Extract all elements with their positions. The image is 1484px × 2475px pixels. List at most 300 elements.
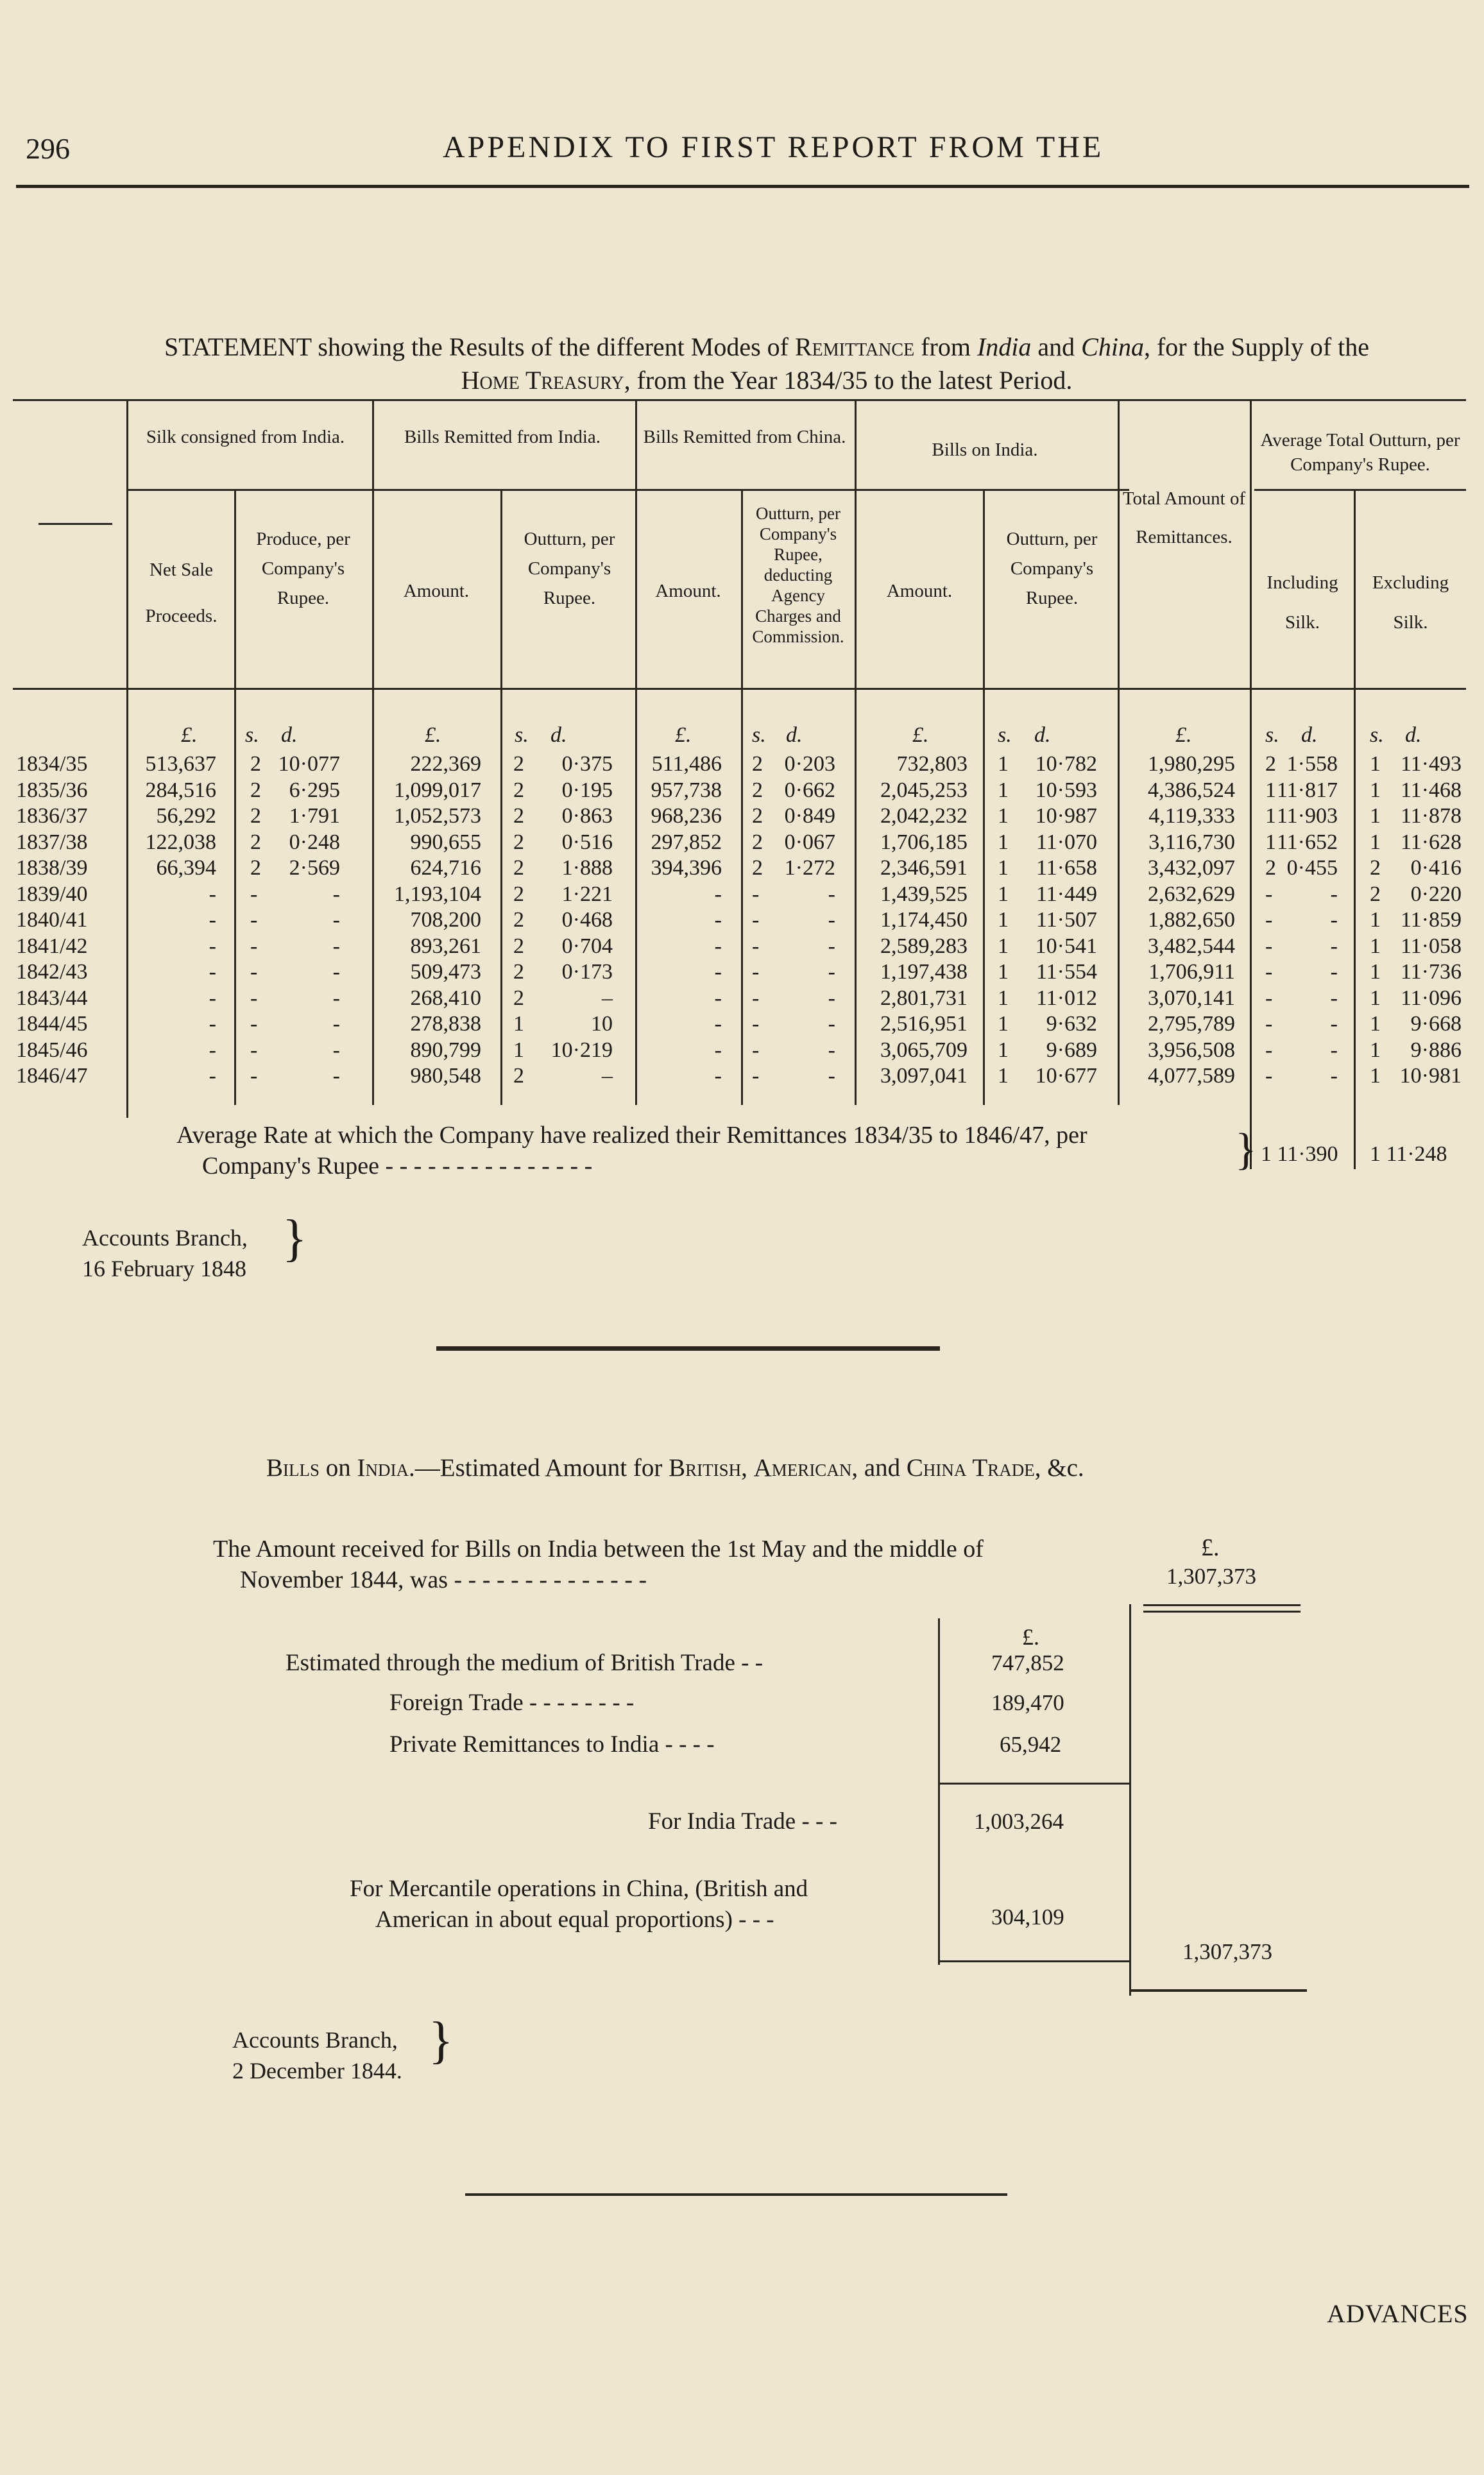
cell-boi-amt: 2,801,731 [880, 986, 968, 1010]
cell-bc-amt: 968,236 [651, 804, 722, 828]
subtotal-rule [940, 1960, 1129, 1962]
unit-d: d. [1034, 723, 1051, 747]
cell-inc-d: - [1330, 882, 1338, 906]
cell-exc-d: 11·096 [1400, 986, 1462, 1010]
header-amount-2: Amount. [655, 581, 721, 601]
cell-boi-s: 1 [998, 1012, 1009, 1036]
cell-total: 3,432,097 [1148, 856, 1235, 880]
cell-bi-s: 2 [513, 752, 524, 776]
cell-bi-s: 1 [513, 1038, 524, 1062]
cell-year: 1843/44 [16, 986, 88, 1010]
cell-boi-amt: 732,803 [896, 752, 968, 776]
grand-total: 1,307,373 [1182, 1939, 1272, 1964]
header-outturn-2: Outturn, per Company's Rupee, deducting Agency Charges and Commission. [752, 504, 844, 646]
cell-year: 1841/42 [16, 934, 88, 958]
cell-silk-s: 2 [250, 830, 261, 854]
cell-exc-s: 1 [1370, 960, 1381, 984]
cell-boi-amt: 2,042,232 [880, 804, 968, 828]
mercantile-label [350, 1874, 808, 1935]
cell-silk: 513,637 [145, 752, 216, 776]
table-row [13, 1012, 1466, 1038]
cell-exc-s: 2 [1370, 856, 1381, 880]
header-bills-on-india-group: Bills on India. [932, 440, 1038, 460]
cell-bi-s: 2 [513, 882, 524, 906]
mercantile-line-2: American in about equal proportions) - - - [375, 1906, 774, 1933]
cell-bc-d: 0·203 [784, 752, 835, 776]
cell-boi-amt: 1,197,438 [880, 960, 968, 984]
cell-bi-amt: 1,193,104 [394, 882, 481, 906]
cell-bi-s: 2 [513, 830, 524, 854]
unit-pound: £. [181, 723, 198, 747]
cell-bc-amt: 297,852 [651, 830, 722, 854]
cell-bi-amt: 890,799 [410, 1038, 481, 1062]
cell-silk-s: - [250, 1038, 258, 1062]
unit-s: s. [245, 723, 259, 747]
double-rule [1143, 1604, 1301, 1606]
cell-silk: 122,038 [145, 830, 216, 854]
cell-silk-d: - [332, 908, 340, 932]
cell-bc-amt: - [714, 934, 722, 958]
cell-bi-amt: 708,200 [410, 908, 481, 932]
cell-inc-d: 11·903 [1276, 804, 1338, 828]
table-row [13, 934, 1466, 960]
header-bills-china-group: Bills Remitted from China. [643, 427, 846, 447]
cell-exc-d: 11·859 [1400, 908, 1462, 932]
cell-silk: - [209, 1038, 216, 1062]
cell-exc-d: 0·220 [1410, 882, 1462, 906]
cell-bc-d: - [828, 1038, 835, 1062]
cell-inc-d: 11·817 [1276, 778, 1338, 802]
cell-inc-s: 1 [1265, 804, 1276, 828]
cell-boi-d: 10·677 [1035, 1064, 1097, 1088]
header-produce: Produce, per Company's Rupee. [256, 529, 350, 608]
cell-exc-s: 1 [1370, 908, 1381, 932]
cell-bc-d: 0·067 [784, 830, 835, 854]
cell-bc-d: - [828, 1012, 835, 1036]
accounts-signoff-2 [232, 2025, 402, 2086]
running-head: APPENDIX TO FIRST REPORT FROM THE [443, 130, 1104, 164]
cell-silk-d: 1·791 [289, 804, 340, 828]
inner-col-rule [938, 1618, 940, 1965]
intro-line-1: The Amount received for Bills on India between the 1st May and the middle of [213, 1536, 984, 1563]
cell-bi-s: 1 [513, 1012, 524, 1036]
cell-inc-s: - [1265, 934, 1273, 958]
table-row [13, 908, 1466, 934]
cell-silk-s: - [250, 960, 258, 984]
section-rule [465, 2193, 1007, 2196]
cell-boi-d: 10·987 [1035, 804, 1097, 828]
foreign-trade-label: Foreign Trade - - - - - - - - [389, 1690, 635, 1716]
cell-silk-d: - [332, 986, 340, 1010]
cell-bc-s: - [752, 960, 760, 984]
private-remittances-value: 65,942 [1000, 1732, 1062, 1757]
cell-exc-s: 1 [1370, 1038, 1381, 1062]
cell-bi-amt: 278,838 [410, 1012, 481, 1036]
cell-exc-s: 1 [1370, 934, 1381, 958]
cell-total: 4,077,589 [1148, 1064, 1235, 1088]
cell-inc-s: - [1265, 960, 1273, 984]
cell-boi-d: 9·632 [1046, 1012, 1097, 1036]
cell-inc-s: - [1265, 986, 1273, 1010]
header-silk-group: Silk consigned from India. [146, 427, 345, 447]
unit-s: s. [515, 723, 529, 747]
cell-silk: - [209, 1064, 216, 1088]
cell-inc-s: - [1265, 1064, 1273, 1088]
cell-bi-d: 0·195 [561, 778, 613, 802]
cell-inc-s: 1 [1265, 778, 1276, 802]
cell-bc-amt: - [714, 908, 722, 932]
cell-bc-d: - [828, 882, 835, 906]
cell-inc-d: - [1330, 1038, 1338, 1062]
unit-d: d. [550, 723, 567, 747]
signoff-brace: } [429, 2012, 454, 2069]
cell-inc-s: 1 [1265, 830, 1276, 854]
cell-exc-s: 1 [1370, 830, 1381, 854]
cell-total: 2,795,789 [1148, 1012, 1235, 1036]
cell-bc-d: 1·272 [784, 856, 835, 880]
group-header-rule-avg [1254, 489, 1466, 491]
average-rate-text [176, 1120, 1241, 1181]
cell-bi-d: 10 [591, 1012, 613, 1036]
cell-silk: - [209, 986, 216, 1010]
cell-bc-amt: - [714, 986, 722, 1010]
cell-boi-amt: 2,346,591 [880, 856, 968, 880]
double-rule [1143, 1611, 1301, 1613]
table-row [13, 752, 1466, 778]
table-row [13, 882, 1466, 908]
cell-boi-d: 11·554 [1036, 960, 1097, 984]
cell-bc-s: 2 [752, 778, 763, 802]
cell-bc-amt: 394,396 [651, 856, 722, 880]
cell-bi-d: 10·219 [550, 1038, 613, 1062]
cell-inc-d: - [1330, 960, 1338, 984]
cell-silk: - [209, 934, 216, 958]
table-row [13, 804, 1466, 830]
page-number: 296 [26, 132, 70, 165]
cell-exc-d: 0·416 [1410, 856, 1462, 880]
cell-boi-s: 1 [998, 830, 1009, 854]
cell-inc-s: 2 [1265, 752, 1276, 776]
cell-exc-d: 9·886 [1410, 1038, 1462, 1062]
cell-inc-d: - [1330, 908, 1338, 932]
cell-boi-amt: 1,706,185 [880, 830, 968, 854]
cell-bc-s: - [752, 908, 760, 932]
cell-silk-d: - [332, 882, 340, 906]
cell-bc-s: - [752, 1012, 760, 1036]
total-rule [1130, 1989, 1307, 1992]
units-row [13, 723, 1466, 749]
table-row [13, 986, 1466, 1012]
cell-year: 1834/35 [16, 752, 88, 776]
cell-exc-d: 11·468 [1400, 778, 1462, 802]
accounts-signoff-1 [82, 1222, 248, 1284]
india-trade-value: 1,003,264 [974, 1809, 1064, 1834]
cell-bi-s: 2 [513, 1064, 524, 1088]
cell-boi-s: 1 [998, 856, 1009, 880]
cell-total: 3,070,141 [1148, 986, 1235, 1010]
cell-silk-s: 2 [250, 778, 261, 802]
bills-intro [213, 1534, 984, 1595]
cell-silk: - [209, 960, 216, 984]
outer-pound-unit: £. [1201, 1534, 1220, 1561]
cell-exc-d: 11·736 [1400, 960, 1462, 984]
cell-bc-s: - [752, 986, 760, 1010]
cell-total: 3,956,508 [1148, 1038, 1235, 1062]
cell-exc-s: 1 [1370, 804, 1381, 828]
cell-inc-s: - [1265, 1038, 1273, 1062]
total-received: 1,307,373 [1166, 1564, 1256, 1589]
cell-boi-s: 1 [998, 804, 1009, 828]
cell-boi-amt: 2,045,253 [880, 778, 968, 802]
cell-silk: - [209, 882, 216, 906]
unit-d: d. [1301, 723, 1318, 747]
unit-s: s. [998, 723, 1012, 747]
cell-exc-d: 11·493 [1400, 752, 1462, 776]
cell-total: 4,119,333 [1148, 804, 1235, 828]
india-trade-label: For India Trade - - - [648, 1808, 837, 1835]
cell-boi-s: 1 [998, 778, 1009, 802]
average-including: 1 11·390 [1261, 1142, 1338, 1166]
cell-bc-s: 2 [752, 804, 763, 828]
outer-col-rule [1129, 1604, 1131, 1996]
cell-boi-amt: 1,174,450 [880, 908, 968, 932]
cell-bc-s: 2 [752, 830, 763, 854]
cell-exc-s: 2 [1370, 882, 1381, 906]
cell-silk-s: 2 [250, 752, 261, 776]
cell-boi-d: 11·070 [1036, 830, 1097, 854]
cell-boi-s: 1 [998, 752, 1009, 776]
average-brace: } [1235, 1125, 1257, 1174]
cell-silk-d: 6·295 [289, 778, 340, 802]
cell-bi-s: 2 [513, 986, 524, 1010]
unit-d: d. [281, 723, 298, 747]
statement-title: STATEMENT showing the Results of the different Modes of Remittance from India and China, for the Supply of the Home Treasury, from the Year 1834/35 to the latest Period. [164, 332, 1370, 395]
foreign-trade-value: 189,470 [991, 1690, 1064, 1715]
cell-boi-s: 1 [998, 908, 1009, 932]
table-row [13, 1064, 1466, 1090]
cell-silk-s: - [250, 986, 258, 1010]
average-rate-line-1: Average Rate at which the Company have realized their Remittances 1834/35 to 1846/47, per [176, 1122, 1087, 1149]
cell-bi-d: 1·221 [561, 882, 613, 906]
cell-boi-d: 10·593 [1035, 778, 1097, 802]
cell-silk-d: - [332, 960, 340, 984]
cell-boi-amt: 1,439,525 [880, 882, 968, 906]
cell-bi-s: 2 [513, 908, 524, 932]
cell-silk-d: - [332, 1038, 340, 1062]
cell-inc-d: 0·455 [1286, 856, 1338, 880]
subtotal-rule [940, 1783, 1129, 1785]
cell-total: 1,882,650 [1148, 908, 1235, 932]
header-bills-india-group: Bills Remitted from India. [404, 427, 601, 447]
cell-bi-amt: 980,548 [410, 1064, 481, 1088]
cell-bc-amt: 511,486 [651, 752, 722, 776]
unit-d: d. [786, 723, 803, 747]
intro-line-2: November 1844, was - - - - - - - - - - - - - - [240, 1566, 647, 1593]
cell-silk-s: - [250, 882, 258, 906]
cell-boi-amt: 3,065,709 [880, 1038, 968, 1062]
header-bottom-rule [13, 688, 1466, 690]
cell-bi-d: 0·704 [561, 934, 613, 958]
cell-bc-d: - [828, 934, 835, 958]
cell-year: 1835/36 [16, 778, 88, 802]
cell-inc-s: - [1265, 908, 1273, 932]
average-excluding: 1 11·248 [1370, 1142, 1447, 1166]
stub-dash [38, 523, 112, 525]
header-amount-3: Amount. [886, 581, 953, 601]
cell-bc-d: - [828, 986, 835, 1010]
mercantile-value: 304,109 [991, 1905, 1064, 1930]
accounts-date: 16 February 1848 [82, 1256, 246, 1281]
cell-boi-d: 11·507 [1036, 908, 1097, 932]
cell-bc-d: 0·662 [784, 778, 835, 802]
unit-s: s. [1265, 723, 1279, 747]
cell-year: 1842/43 [16, 960, 88, 984]
private-remittances-label: Private Remittances to India - - - - [389, 1731, 715, 1758]
cell-bc-amt: - [714, 882, 722, 906]
cell-bi-d: 0·863 [561, 804, 613, 828]
cell-bi-d: 0·516 [561, 830, 613, 854]
cell-boi-s: 1 [998, 882, 1009, 906]
cell-bc-s: - [752, 882, 760, 906]
cell-bi-amt: 990,655 [410, 830, 481, 854]
cell-silk-s: 2 [250, 804, 261, 828]
cell-bc-d: - [828, 1064, 835, 1088]
cell-silk: - [209, 1012, 216, 1036]
cell-bc-amt: - [714, 1064, 722, 1088]
cell-year: 1844/45 [16, 1012, 88, 1036]
cell-silk-d: 10·077 [278, 752, 340, 776]
header-net-sale: Net Sale Proceeds. [145, 560, 217, 626]
cell-bi-d: – [602, 986, 613, 1010]
table-row [13, 1038, 1466, 1064]
cell-boi-d: 10·541 [1035, 934, 1097, 958]
cell-silk-s: 2 [250, 856, 261, 880]
cell-total: 3,116,730 [1148, 830, 1235, 854]
unit-s: s. [752, 723, 766, 747]
table-top-rule [13, 399, 1466, 401]
cell-exc-d: 9·668 [1410, 1012, 1462, 1036]
cell-boi-d: 10·782 [1035, 752, 1097, 776]
cell-boi-d: 11·449 [1036, 882, 1097, 906]
cell-exc-s: 1 [1370, 1064, 1381, 1088]
cell-inc-s: - [1265, 1012, 1273, 1036]
header-amount-1: Amount. [403, 581, 470, 601]
cell-total: 3,482,544 [1148, 934, 1235, 958]
cell-total: 2,632,629 [1148, 882, 1235, 906]
cell-year: 1846/47 [16, 1064, 88, 1088]
cell-bc-amt: - [714, 1012, 722, 1036]
cell-inc-d: 1·558 [1286, 752, 1338, 776]
cell-year: 1836/37 [16, 804, 88, 828]
cell-inc-s: - [1265, 882, 1273, 906]
header-outturn-3: Outturn, per Company's Rupee. [1006, 529, 1098, 608]
cell-bi-s: 2 [513, 856, 524, 880]
cell-bi-s: 2 [513, 960, 524, 984]
bills-section-title: Bills on India.—Estimated Amount for British, American, and China Trade, &c. [266, 1454, 1084, 1482]
accounts-branch-label: Accounts Branch, [232, 2027, 398, 2053]
cell-year: 1837/38 [16, 830, 88, 854]
cell-silk-d: - [332, 1064, 340, 1088]
cell-bc-d: - [828, 960, 835, 984]
cell-inc-d: - [1330, 1012, 1338, 1036]
unit-d: d. [1405, 723, 1422, 747]
cell-exc-d: 10·981 [1399, 1064, 1462, 1088]
accounts-branch-label: Accounts Branch, [82, 1225, 248, 1251]
cell-inc-d: - [1330, 1064, 1338, 1088]
table-row [13, 856, 1466, 882]
cell-boi-s: 1 [998, 960, 1009, 984]
unit-s: s. [1370, 723, 1384, 747]
cell-bi-amt: 222,369 [410, 752, 481, 776]
cell-silk: 284,516 [145, 778, 216, 802]
cell-bi-amt: 624,716 [410, 856, 481, 880]
cell-bi-d: 1·888 [561, 856, 613, 880]
unit-pound: £. [1175, 723, 1192, 747]
group-header-rule [128, 489, 1129, 491]
cell-inc-d: - [1330, 986, 1338, 1010]
cell-total: 1,706,911 [1148, 960, 1235, 984]
accounts-date: 2 December 1844. [232, 2058, 402, 2084]
cell-boi-amt: 2,589,283 [880, 934, 968, 958]
table-row [13, 830, 1466, 856]
header-total: Total Amount of Remittances. [1122, 488, 1246, 547]
cell-bc-amt: - [714, 960, 722, 984]
cell-silk-s: - [250, 1064, 258, 1088]
cell-boi-d: 11·012 [1036, 986, 1097, 1010]
cell-bc-s: 2 [752, 752, 763, 776]
cell-exc-s: 1 [1370, 778, 1381, 802]
table-row [13, 960, 1466, 986]
cell-exc-d: 11·628 [1400, 830, 1462, 854]
cell-bi-d: – [602, 1064, 613, 1088]
cell-bi-amt: 893,261 [410, 934, 481, 958]
british-trade-value: 747,852 [991, 1650, 1064, 1675]
cell-silk: 56,292 [156, 804, 216, 828]
cell-bi-amt: 268,410 [410, 986, 481, 1010]
header-including: Including Silk. [1267, 572, 1338, 633]
cell-exc-d: 11·058 [1400, 934, 1462, 958]
cell-bi-amt: 1,099,017 [394, 778, 481, 802]
header-average-group: Average Total Outturn, per Company's Rupee. [1260, 430, 1460, 475]
cell-inc-d: 11·652 [1276, 830, 1338, 854]
cell-inc-d: - [1330, 934, 1338, 958]
cell-boi-s: 1 [998, 986, 1009, 1010]
section-rule [436, 1346, 940, 1351]
cell-bc-s: - [752, 1064, 760, 1088]
cell-bi-amt: 509,473 [410, 960, 481, 984]
catchword: ADVANCES [1327, 2299, 1469, 2328]
cell-bi-s: 2 [513, 778, 524, 802]
cell-silk-d: - [332, 934, 340, 958]
cell-total: 1,980,295 [1148, 752, 1235, 776]
cell-bi-d: 0·375 [561, 752, 613, 776]
cell-exc-d: 11·878 [1400, 804, 1462, 828]
cell-silk-s: - [250, 908, 258, 932]
cell-bi-d: 0·468 [561, 908, 613, 932]
table-row [13, 778, 1466, 804]
cell-silk-s: - [250, 1012, 258, 1036]
cell-silk: 66,394 [156, 856, 216, 880]
cell-boi-amt: 2,516,951 [880, 1012, 968, 1036]
remittance-statement-table [13, 399, 1466, 1166]
cell-silk-d: 0·248 [289, 830, 340, 854]
cell-year: 1845/46 [16, 1038, 88, 1062]
cell-boi-d: 9·689 [1046, 1038, 1097, 1062]
signoff-brace: } [282, 1210, 307, 1267]
cell-boi-s: 1 [998, 1064, 1009, 1088]
cell-bc-d: 0·849 [784, 804, 835, 828]
cell-silk-d: 2·569 [289, 856, 340, 880]
